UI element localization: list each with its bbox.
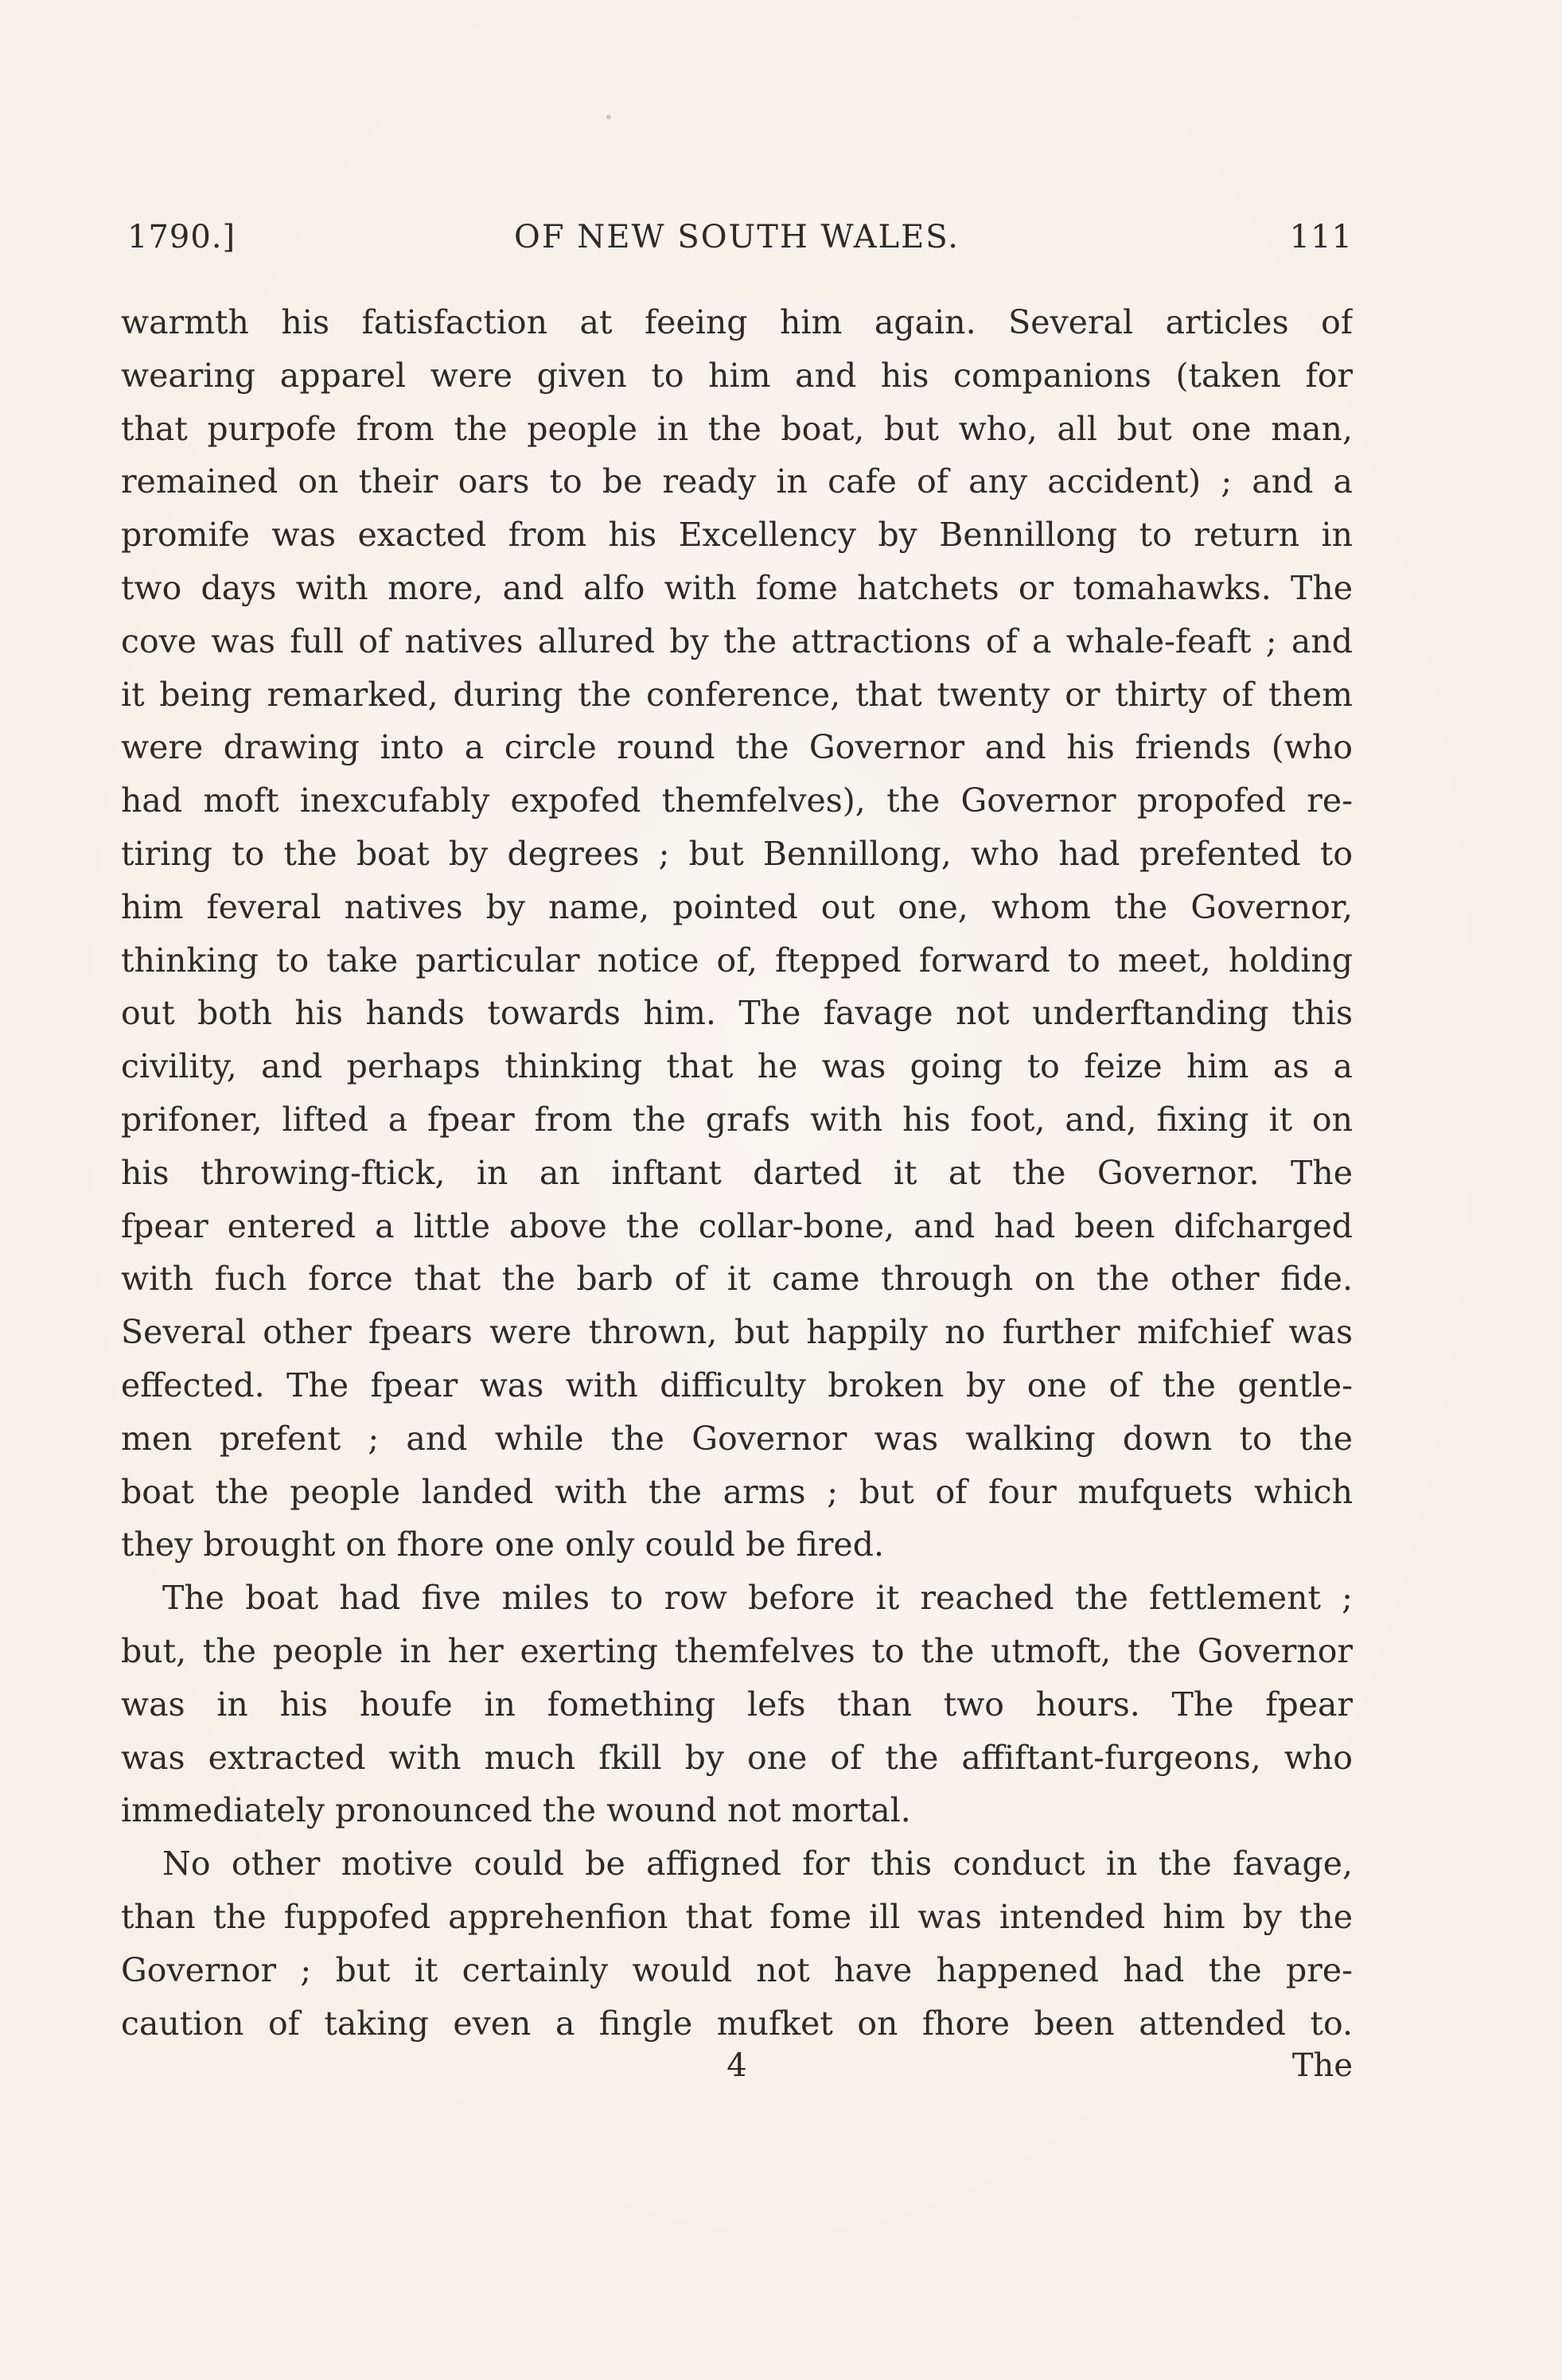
text-line: thinking to take particular notice of, ftepped forward to meet, holding — [121, 941, 1353, 980]
catchword: The — [1291, 2047, 1353, 2084]
text-line: him feveral natives by name, pointed out one, whom the Governor, — [121, 887, 1353, 926]
text-line: than the fuppofed apprehenfion that fome ill was intended him by the — [121, 1897, 1353, 1936]
text-line: boat the people landed with the arms ; but of four mufquets which — [121, 1472, 1353, 1511]
text-line: Governor ; but it certainly would not have happened had the pre- — [121, 1950, 1353, 1989]
signature-mark: 4 — [726, 2047, 747, 2084]
body-text — [121, 296, 1353, 2050]
text-line: it being remarked, during the conference, that twenty or thirty of them — [121, 675, 1353, 714]
text-line: was extracted with much fkill by one of the affiftant-furgeons, who — [121, 1738, 1353, 1777]
text-line: tiring to the boat by degrees ; but Bennillong, who had prefented to — [121, 834, 1353, 873]
text-line: but, the people in her exerting themfelves to the utmoft, the Governor — [121, 1631, 1353, 1670]
text-line: fpear entered a little above the collar-bone, and had been difcharged — [121, 1206, 1353, 1245]
paragraph-start-line: No other motive could be affigned for this conduct in the favage, — [162, 1844, 1353, 1883]
paragraph-start-line: The boat had five miles to row before it reached the fettlement ; — [162, 1579, 1353, 1618]
header-year: 1790.] — [127, 219, 236, 255]
text-line: had moft inexcufably expofed themfelves), the Governor propofed re- — [121, 781, 1353, 820]
page-footer — [121, 2042, 1353, 2090]
running-header — [121, 213, 1353, 261]
text-line: Several other fpears were thrown, but happily no further mifchief was — [121, 1313, 1353, 1352]
text-line: civility, and perhaps thinking that he was going to feize him as a — [121, 1047, 1353, 1086]
page-speck — [606, 115, 611, 119]
page-number: 111 — [1289, 219, 1353, 255]
text-line: was in his houfe in fomething lefs than two hours. The fpear — [121, 1685, 1353, 1724]
text-line: with fuch force that the barb of it came through on the other fide. — [121, 1260, 1353, 1299]
text-line: wearing apparel were given to him and his companions (taken for — [121, 356, 1353, 395]
text-line: men prefent ; and while the Governor was walking down to the — [121, 1419, 1353, 1458]
header-title: OF NEW SOUTH WALES. — [514, 219, 960, 255]
text-line: were drawing into a circle round the Governor and his friends (who — [121, 728, 1353, 767]
paragraph-end-line: immediately pronounced the wound not mortal. — [121, 1791, 911, 1830]
text-line: his throwing-ftick, in an inftant darted it at the Governor. The — [121, 1153, 1353, 1192]
text-line: that purpofe from the people in the boat, but who, all but one man, — [121, 409, 1353, 448]
text-line: caution of taking even a fingle mufket on fhore been attended to. — [121, 2004, 1353, 2043]
text-line: warmth his fatisfaction at feeing him again. Several articles of — [121, 303, 1353, 341]
text-line: remained on their oars to be ready in cafe of any accident) ; and a — [121, 462, 1353, 501]
paragraph-end-line: they brought on fhore one only could be fired. — [121, 1525, 884, 1564]
text-line: two days with more, and alfo with fome hatchets or tomahawks. The — [121, 568, 1353, 607]
text-line: prifoner, lifted a fpear from the grafs with his foot, and, fixing it on — [121, 1100, 1353, 1139]
text-line: cove was full of natives allured by the attractions of a whale-feaft ; and — [121, 621, 1353, 660]
text-line: out both his hands towards him. The favage not underftanding this — [121, 994, 1353, 1033]
text-line: promife was exacted from his Excellency by Bennillong to return in — [121, 516, 1353, 555]
text-line: effected. The fpear was with difficulty broken by one of the gentle- — [121, 1365, 1353, 1404]
